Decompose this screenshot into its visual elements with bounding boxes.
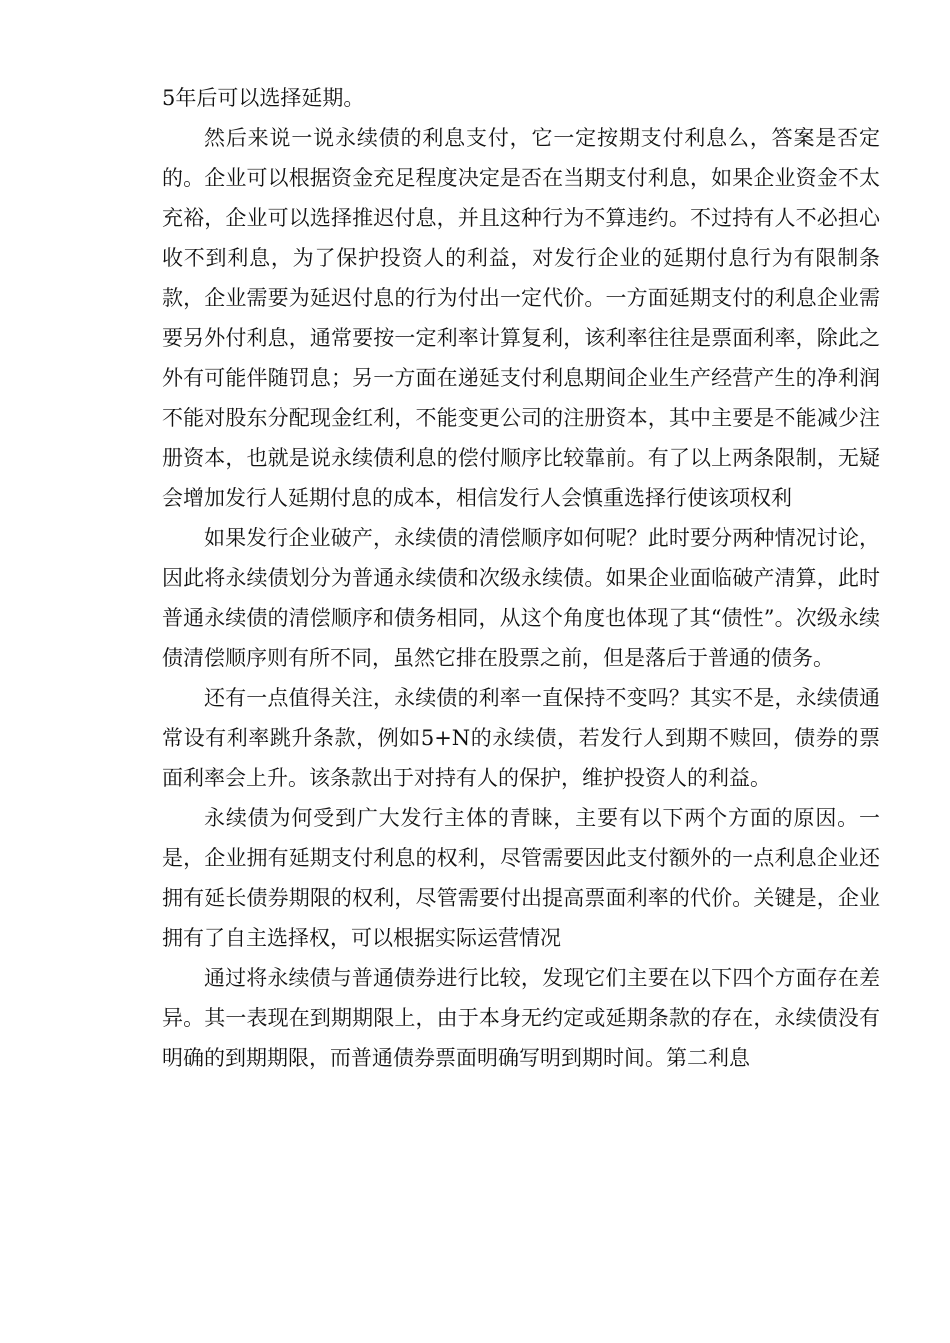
paragraph-interest-payment: 然后来说一说永续债的利息支付，它一定按期支付利息么，答案是否定的。企业可以根据资金充足程度决定是否在当期支付利息，如果企业资金不太充裕，企业可以选择推迟付息，并且这种行为不算违约。不过持有人不必担心收不到利息，为了保护投资人的利益，对发行企业的延期付息行为有限制条款，企业需要为延迟付息的行为付出一定代价。一方面延期支付的利息企业需要另外付利息，通常要按一定利率计算复利，该利率往往是票面利率，除此之外有可能伴随罚息；另一方面在递延支付利息期间企业生产经营产生的净利润不能对股东分配现金红利，不能变更公司的注册资本，其中主要是不能减少注册资本，也就是说永续债利息的偿付顺序比较靠前。有了以上两条限制，无疑会增加发行人延期付息的成本，相信发行人会慎重选择行使该项权利 (162, 126, 880, 510)
paragraph-issuer-preference: 永续债为何受到广大发行主体的青睐，主要有以下两个方面的原因。一是，企业拥有延期支付利息的权利，尽管需要因此支付额外的一点利息企业还拥有延长债券期限的权利，尽管需要付出提高票面利率的代价。关键是，企业拥有了自主选择权，可以根据实际运营情况 (162, 806, 880, 950)
paragraph-comparison: 通过将永续债与普通债券进行比较，发现它们主要在以下四个方面存在差异。其一表现在到期期限上，由于本身无约定或延期条款的存在，永续债没有明确的到期期限，而普通债券票面明确写明到期时间。第二利息 (162, 966, 880, 1070)
paragraph-continuation: 5年后可以选择延期。 (162, 86, 365, 110)
paragraph-bankruptcy-order: 如果发行企业破产，永续债的清偿顺序如何呢？此时要分两种情况讨论，因此将永续债划分为普通永续债和次级永续债。如果企业面临破产清算，此时普通永续债的清偿顺序和债务相同，从这个角度也体现了其“债性”。次级永续债清偿顺序则有所不同，虽然它排在股票之前，但是落后于普通的债务。 (162, 526, 880, 670)
paragraph-rate-step-up: 还有一点值得关注，永续债的利率一直保持不变吗？其实不是，永续债通常设有利率跳升条款，例如5+N的永续债，若发行人到期不赎回，债券的票面利率会上升。该条款出于对持有人的保护，维护投资人的利益。 (162, 686, 880, 790)
document-body (162, 78, 880, 1078)
